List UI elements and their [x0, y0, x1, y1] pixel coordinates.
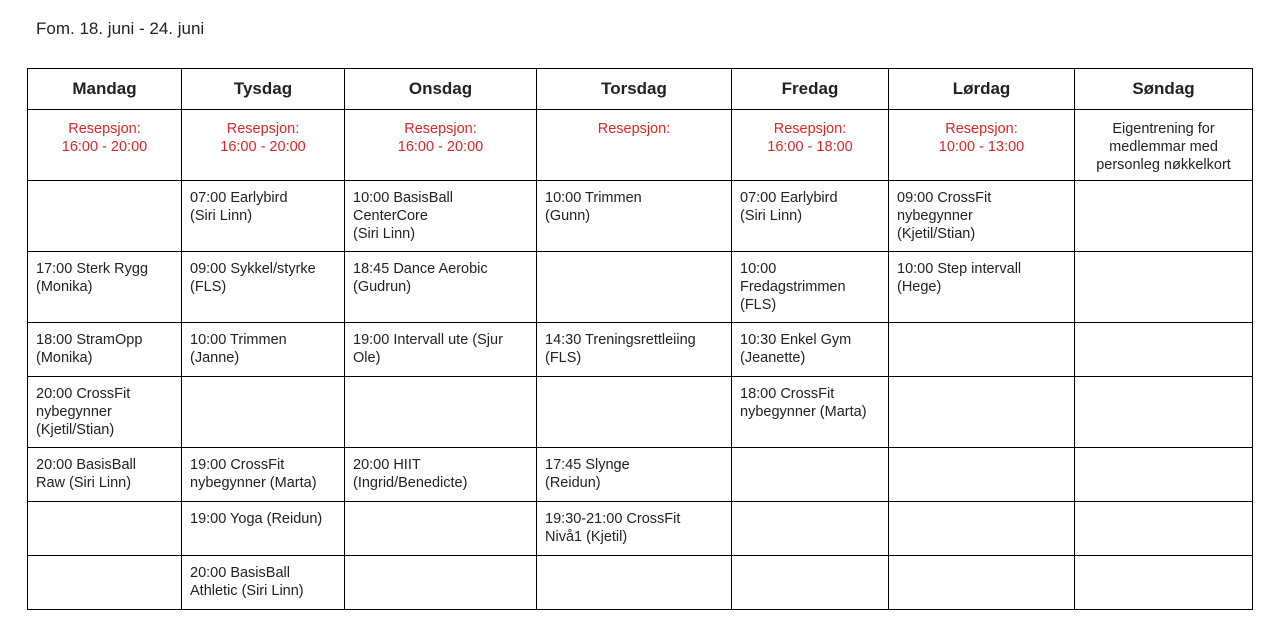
- class-cell: [1075, 448, 1253, 502]
- reception-cell: Resepsjon: 16:00 - 20:00: [28, 110, 182, 181]
- class-cell: 17:45 Slynge (Reidun): [537, 448, 732, 502]
- class-cell: [345, 556, 537, 610]
- class-cell: [889, 448, 1075, 502]
- reception-cell: Resepsjon: 16:00 - 20:00: [345, 110, 537, 181]
- schedule-row: [28, 448, 1253, 502]
- day-header-sunday: Søndag: [1075, 69, 1253, 110]
- schedule-row: [28, 181, 1253, 252]
- class-cell: 20:00 CrossFit nybegynner (Kjetil/Stian): [28, 377, 182, 448]
- class-cell: 14:30 Treningsrettleiing (FLS): [537, 323, 732, 377]
- reception-row: [28, 110, 1253, 181]
- day-header-monday: Mandag: [28, 69, 182, 110]
- class-cell: 17:00 Sterk Rygg (Monika): [28, 252, 182, 323]
- class-cell: [345, 502, 537, 556]
- class-cell: 19:00 CrossFit nybegynner (Marta): [182, 448, 345, 502]
- schedule-row: [28, 556, 1253, 610]
- class-cell: [732, 448, 889, 502]
- class-cell: [1075, 377, 1253, 448]
- class-cell: 19:00 Yoga (Reidun): [182, 502, 345, 556]
- class-cell: [889, 502, 1075, 556]
- self-training-note: Eigentrening for medlemmar med personleg nøkkelkort: [1075, 110, 1253, 181]
- class-cell: 10:00 Fredagstrimmen (FLS): [732, 252, 889, 323]
- day-header-saturday: Lørdag: [889, 69, 1075, 110]
- class-cell: [345, 377, 537, 448]
- class-cell: [537, 252, 732, 323]
- day-header-tuesday: Tysdag: [182, 69, 345, 110]
- class-cell: [1075, 181, 1253, 252]
- class-cell: [1075, 556, 1253, 610]
- class-cell: 10:00 Step intervall (Hege): [889, 252, 1075, 323]
- class-cell: 10:00 Trimmen (Janne): [182, 323, 345, 377]
- class-cell: 10:00 BasisBall CenterCore (Siri Linn): [345, 181, 537, 252]
- class-cell: [182, 377, 345, 448]
- class-cell: 09:00 CrossFit nybegynner (Kjetil/Stian): [889, 181, 1075, 252]
- day-header-friday: Fredag: [732, 69, 889, 110]
- class-cell: [28, 181, 182, 252]
- class-cell: [1075, 502, 1253, 556]
- class-cell: 18:00 CrossFit nybegynner (Marta): [732, 377, 889, 448]
- schedule-table: [27, 68, 1253, 610]
- class-cell: 20:00 BasisBall Raw (Siri Linn): [28, 448, 182, 502]
- class-cell: 07:00 Earlybird (Siri Linn): [182, 181, 345, 252]
- day-header-row: [28, 69, 1253, 110]
- reception-cell: Resepsjon: 16:00 - 18:00: [732, 110, 889, 181]
- day-header-thursday: Torsdag: [537, 69, 732, 110]
- class-cell: [1075, 252, 1253, 323]
- class-cell: 10:30 Enkel Gym (Jeanette): [732, 323, 889, 377]
- class-cell: [732, 556, 889, 610]
- class-cell: 18:00 StramOpp (Monika): [28, 323, 182, 377]
- schedule-row: [28, 323, 1253, 377]
- page-title: Fom. 18. juni - 24. juni: [36, 19, 205, 38]
- schedule-row: [28, 377, 1253, 448]
- class-cell: 09:00 Sykkel/styrke (FLS): [182, 252, 345, 323]
- reception-cell: Resepsjon:: [537, 110, 732, 181]
- reception-cell: Resepsjon: 16:00 - 20:00: [182, 110, 345, 181]
- class-cell: 10:00 Trimmen (Gunn): [537, 181, 732, 252]
- day-header-wednesday: Onsdag: [345, 69, 537, 110]
- class-cell: [1075, 323, 1253, 377]
- class-cell: 20:00 BasisBall Athletic (Siri Linn): [182, 556, 345, 610]
- schedule-row: [28, 252, 1253, 323]
- schedule-row: [28, 502, 1253, 556]
- class-cell: [889, 377, 1075, 448]
- class-cell: [889, 323, 1075, 377]
- class-cell: [732, 502, 889, 556]
- class-cell: 20:00 HIIT (Ingrid/Benedicte): [345, 448, 537, 502]
- reception-cell: Resepsjon: 10:00 - 13:00: [889, 110, 1075, 181]
- class-cell: [889, 556, 1075, 610]
- class-cell: [537, 556, 732, 610]
- class-cell: 19:00 Intervall ute (Sjur Ole): [345, 323, 537, 377]
- class-cell: [537, 377, 732, 448]
- class-cell: 07:00 Earlybird (Siri Linn): [732, 181, 889, 252]
- class-cell: 19:30-21:00 CrossFit Nivå1 (Kjetil): [537, 502, 732, 556]
- class-cell: [28, 502, 182, 556]
- class-cell: [28, 556, 182, 610]
- class-cell: 18:45 Dance Aerobic (Gudrun): [345, 252, 537, 323]
